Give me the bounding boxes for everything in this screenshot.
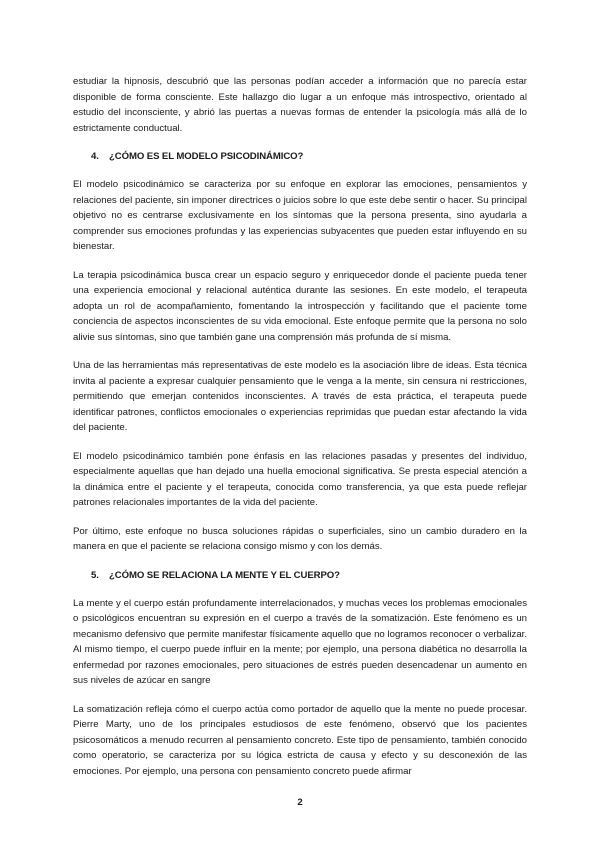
page-number: 2 [297,797,303,808]
section-5-paragraph-2: La somatización refleja cómo el cuerpo actúa como portador de aquello que la mente no puede procesar. Pierre Marty, uno de los principales estudiosos de este fenómeno, observó que los pacientes psicosomáticos a menudo recurren al pensamiento concreto. Este tipo de pensamiento, también conocido como operatorio, se caracteriza por su lógica estricta de causa y efecto y su desconexión de las emociones. Por ejemplo, una persona con pensamiento concreto puede afirmar [73,703,527,777]
section-4-paragraph-2: La terapia psicodinámica busca crear un espacio seguro y enriquecedor donde el paciente pueda tener una experiencia emocional y relacional auténtica durante las sesiones. En este modelo, el terapeuta adopta un rol de acompañamiento, fomentando la introspección y facilitando que el paciente tome conciencia de aspectos inconscientes de su vida emocional. Este enfoque permite que la persona no solo alivie sus síntomas, sino que también gane una comprensión más profunda de sí misma. [73,269,527,343]
section-5-paragraph-1: La mente y el cuerpo están profundamente interrelacionados, y muchas veces los problemas emocionales o psicológicos encuentran su expresión en el cuerpo a través de la somatización. Este fenómeno es un mecanismo defensivo que permite manifestar físicamente aquello que no logramos reconocer o verbalizar. Al mismo tiempo, el cuerpo puede influir en la mente; por ejemplo, una persona diabética no desarrolla la enfermedad por razones emocionales, pero situaciones de estrés pueden desencadenar un aumento en sus niveles de azúcar en sangre [73,597,527,686]
section-4-heading [91,150,527,164]
section-4-paragraph-5: Por último, este enfoque no busca soluciones rápidas o superficiales, sino un cambio duradero en la manera en que el paciente se relaciona consigo mismo y con los demás. [73,525,527,552]
section-4-paragraph-1: El modelo psicodinámico se caracteriza por su enfoque en explorar las emociones, pensamientos y relaciones del paciente, sin imponer directrices o juicios sobre lo que este debe sentir o hacer. Su principal objetivo no es centrarse exclusivamente en los síntomas que la persona presenta, sino ayudarla a comprender sus emociones profundas y las experiencias subyacentes que pueden estar influyendo en su bienestar. [73,179,527,252]
paragraph-intro: estudiar la hipnosis, descubrió que las personas podían acceder a información que no parecía estar disponible de forma consciente. Este hallazgo dio lugar a un enfoque más introspectivo, orientado al estudio del inconsciente, y abrió las puertas a nuevas formas de entender la psicología más allá de lo estrictamente conductual. [73,76,527,134]
section-4-title: ¿CÓMO ES EL MODELO PSICODINÁMICO? [109,151,304,162]
section-4-paragraph-4: El modelo psicodinámico también pone énfasis en las relaciones pasadas y presentes del individuo, especialmente aquellas que han dejado una huella emocional significativa. Se presta especial atención a la dinámica entre el paciente y el terapeuta, conocida como transferencia, ya que esta puede reflejar patrones relacionales importantes de la vida del paciente. [73,450,527,508]
section-4-number: 4. [91,151,99,162]
section-5-number: 5. [91,569,99,581]
section-5-title: ¿CÓMO SE RELACIONA LA MENTE Y EL CUERPO? [109,569,340,581]
section-4-paragraph-3: Una de las herramientas más representativas de este modelo es la asociación libre de ideas. Esta técnica invita al paciente a expresar cualquier pensamiento que le venga a la mente, sin censura ni restricciones, permitiendo que emerjan contenidos inconscientes. A través de esta práctica, el terapeuta puede identificar patrones, conflictos emocionales o experiencias reprimidas que puedan estar afectando la vida del paciente. [73,360,527,433]
section-5-heading [91,569,527,583]
